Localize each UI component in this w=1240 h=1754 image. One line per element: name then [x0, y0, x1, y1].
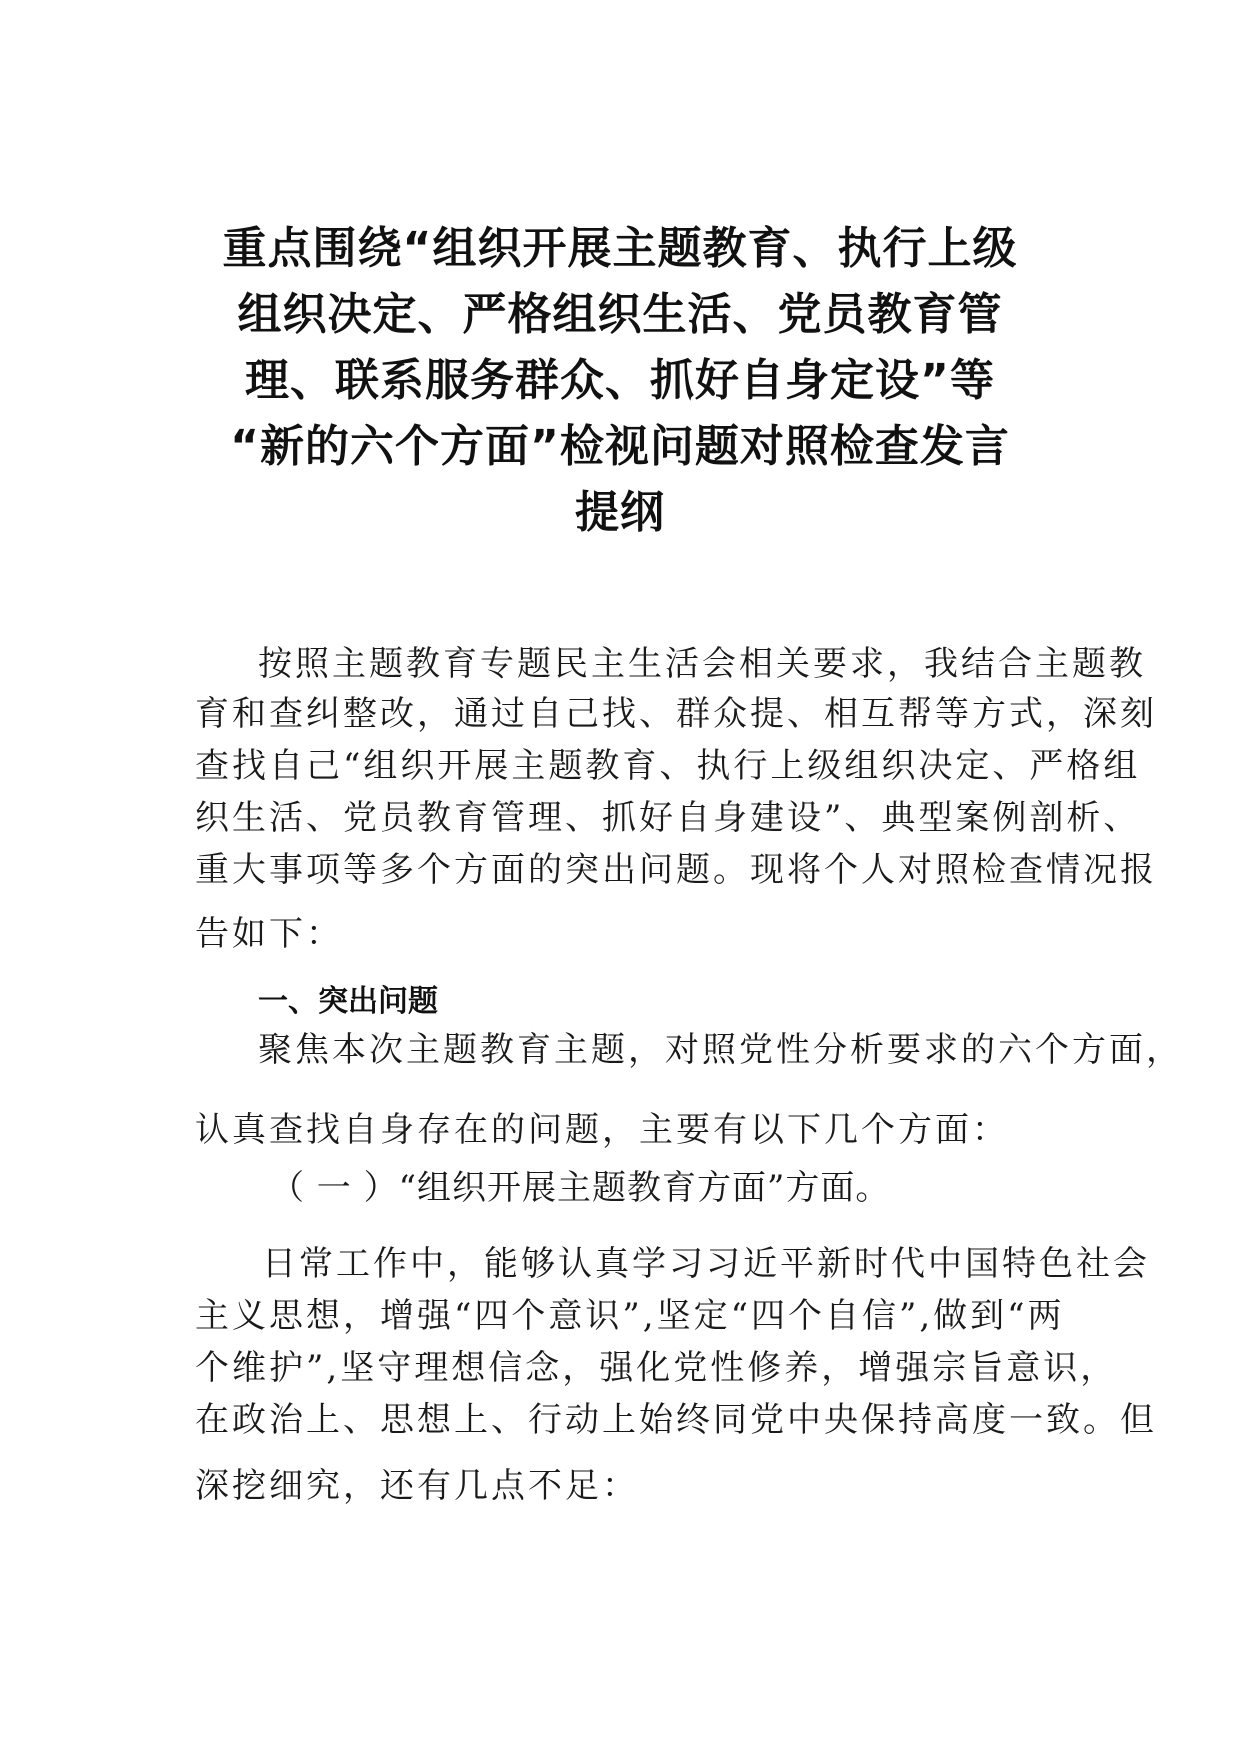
intro-line: 重大事项等多个方面的突出问题。现将个人对照检查情况报	[195, 850, 1157, 890]
subsection-line: 主义思想，增强“四个意识”,坚定“四个自信”,做到“两	[195, 1296, 1065, 1336]
intro-line: 告如下：	[195, 914, 343, 954]
title-line: 组织决定、严格组织生活、党员教育管	[237, 289, 1003, 340]
subsection-line: 日常工作中，能够认真学习习近平新时代中国特色社会	[262, 1244, 1150, 1284]
subsection-line: 深挖细究，还有几点不足：	[195, 1466, 639, 1506]
subsection-line: 个维护”,坚守理想信念，强化党性修养，增强宗旨意识，	[195, 1348, 1118, 1388]
title-line: 提纲	[575, 487, 665, 538]
section-line: 认真查找自身存在的问题，主要有以下几个方面：	[195, 1110, 1009, 1150]
intro-line: 按照主题教育专题民主生活会相关要求，我结合主题教	[258, 644, 1146, 684]
intro-line: 织生活、党员教育管理、抓好自身建设”、典型案例剖析、	[195, 798, 1141, 838]
subsection-line: 在政治上、思想上、行动上始终同党中央保持高度一致。但	[195, 1400, 1157, 1440]
document-title	[180, 216, 1060, 546]
section-line: 聚焦本次主题教育主题，对照党性分析要求的六个方面，	[258, 1030, 1183, 1070]
section-heading: 一、突出问题	[258, 984, 438, 1019]
subsection-heading: （ 一 ）“组织开展主题教育方面”方面。	[270, 1168, 891, 1208]
title-line: 理、联系服务群众、抓好自身定设”等	[245, 355, 995, 406]
intro-line: 查找自己“组织开展主题教育、执行上级组织决定、严格组	[195, 746, 1141, 786]
title-line: 重点围绕“组织开展主题教育、执行上级	[222, 223, 1018, 274]
intro-line: 育和查纠整改，通过自己找、群众提、相互帮等方式，深刻	[195, 694, 1157, 734]
title-line: “新的六个方面”检视问题对照检查发言	[230, 421, 1010, 472]
